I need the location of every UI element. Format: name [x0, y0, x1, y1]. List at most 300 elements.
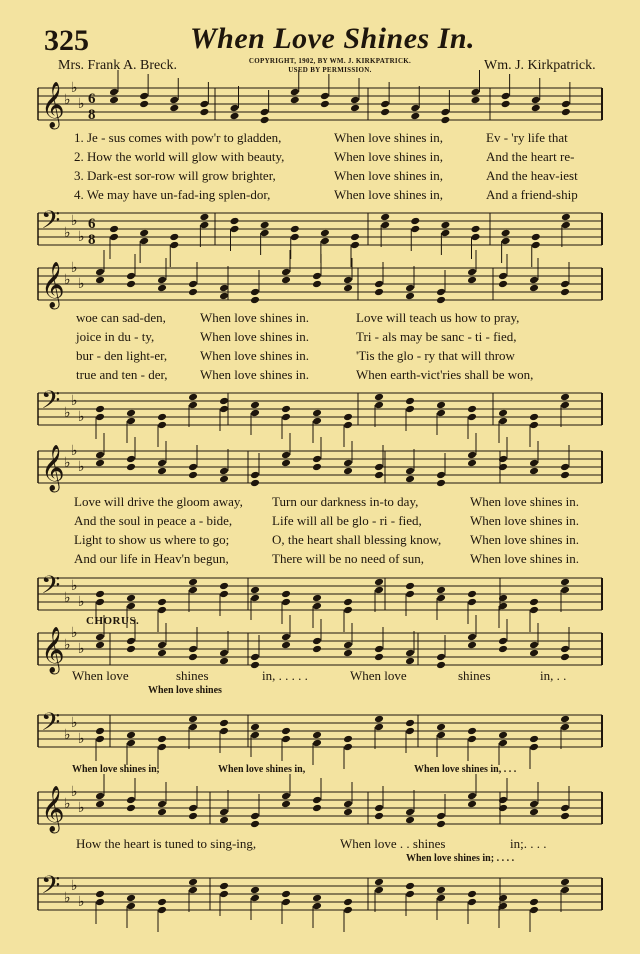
note-head [467, 727, 477, 736]
lyric-line: 2. How the world will glow with beauty, When love shines in, And the heart re- [74, 149, 575, 164]
note-head [498, 637, 508, 646]
flat-icon: ♭ [78, 641, 85, 657]
treble-clef-icon: 𝄞 [41, 786, 65, 832]
bass-clef-icon: 𝄢 [41, 206, 61, 241]
lyricist-credit: Mrs. Frank A. Breck. [58, 58, 177, 73]
note-head [157, 598, 167, 607]
flat-icon: ♭ [78, 800, 85, 816]
bass-clef-icon: 𝄢 [41, 571, 61, 606]
copyright-notice [220, 57, 440, 75]
note-head [95, 451, 105, 460]
note-head [312, 637, 322, 646]
note-head [560, 393, 570, 402]
note-head [157, 898, 167, 907]
note-head [501, 237, 511, 246]
note-head [126, 804, 136, 813]
note-head [312, 902, 322, 911]
note-head [320, 237, 330, 246]
note-head [188, 812, 198, 821]
note-head [467, 413, 477, 422]
flat-icon: ♭ [78, 96, 85, 112]
note-head [436, 479, 446, 488]
note-head [380, 108, 390, 117]
note-head [467, 590, 477, 599]
note-head [312, 731, 322, 740]
time-signature-bottom: 8 [88, 107, 96, 123]
flat-icon: ♭ [64, 92, 71, 108]
bass-staff-4 [0, 705, 640, 765]
note-head [405, 467, 415, 476]
flat-icon: ♭ [64, 890, 71, 906]
note-head [157, 467, 167, 476]
note-head [109, 96, 119, 105]
note-head [169, 233, 179, 242]
note-head [95, 735, 105, 744]
note-head [199, 221, 209, 230]
note-head [436, 894, 446, 903]
note-head [219, 727, 229, 736]
note-head [560, 645, 570, 654]
note-head [560, 471, 570, 480]
note-head [157, 459, 167, 468]
note-head [436, 296, 446, 305]
note-head [312, 804, 322, 813]
note-head [250, 479, 260, 488]
note-head [281, 459, 291, 468]
flat-icon: ♭ [78, 594, 85, 610]
note-head [560, 288, 570, 297]
note-head [157, 743, 167, 752]
note-head [436, 288, 446, 297]
flat-icon: ♭ [64, 796, 71, 812]
note-head [405, 405, 415, 414]
flat-icon: ♭ [71, 260, 78, 276]
flat-icon: ♭ [78, 731, 85, 747]
note-head [436, 586, 446, 595]
note-head [343, 421, 353, 430]
note-head [312, 645, 322, 654]
note-head [531, 104, 541, 113]
note-head [561, 108, 571, 117]
flat-icon: ♭ [64, 637, 71, 653]
note-head [467, 641, 477, 650]
note-head [531, 96, 541, 105]
note-head [498, 417, 508, 426]
note-head [312, 602, 322, 611]
note-head [529, 421, 539, 430]
note-head [501, 100, 511, 109]
bass-staff-1 [0, 205, 640, 265]
note-head [126, 417, 136, 426]
time-signature-bottom: 8 [88, 232, 96, 248]
note-head [405, 582, 415, 591]
note-head [529, 898, 539, 907]
note-head [343, 735, 353, 744]
note-head [219, 890, 229, 899]
note-head [320, 92, 330, 101]
note-head [126, 280, 136, 289]
note-head [560, 280, 570, 289]
lyric-line: 3. Dark-est sor-row will grow brighter, When love shines in, And the heav-iest [74, 168, 578, 183]
time-signature-top: 6 [88, 216, 96, 232]
note-head [281, 405, 291, 414]
note-head [126, 594, 136, 603]
note-head [312, 272, 322, 281]
note-head [281, 413, 291, 422]
note-head [343, 606, 353, 615]
note-head [467, 735, 477, 744]
note-head [281, 898, 291, 907]
note-head [109, 225, 119, 234]
note-head [374, 578, 384, 587]
note-head [139, 229, 149, 238]
note-head [219, 397, 229, 406]
lyric-line: joice in du - ty, When love shines in. Tri - als may be sanc - ti - fied, [76, 329, 517, 344]
note-head [529, 284, 539, 293]
flat-icon: ♭ [71, 578, 78, 594]
permission-line: USED BY PERMISSION. [288, 66, 372, 74]
note-head [250, 894, 260, 903]
note-head [498, 645, 508, 654]
note-head [95, 641, 105, 650]
note-head [405, 284, 415, 293]
note-head [188, 586, 198, 595]
note-head [260, 108, 270, 117]
treble-clef-icon: 𝄞 [41, 445, 65, 491]
note-head [230, 217, 240, 226]
note-head [290, 225, 300, 234]
note-head [436, 820, 446, 829]
note-head [380, 221, 390, 230]
note-head [169, 104, 179, 113]
note-head [531, 241, 541, 250]
bass-staff-5 [0, 868, 640, 938]
flat-icon: ♭ [71, 80, 78, 96]
flat-icon: ♭ [64, 405, 71, 421]
note-head [260, 116, 270, 125]
note-head [95, 800, 105, 809]
note-head [529, 906, 539, 915]
bass-clef-icon: 𝄢 [41, 386, 61, 421]
note-head [281, 590, 291, 599]
note-head [529, 606, 539, 615]
note-head [219, 808, 229, 817]
note-head [157, 808, 167, 817]
note-head [405, 727, 415, 736]
note-head [169, 96, 179, 105]
note-head [95, 727, 105, 736]
note-head [374, 886, 384, 895]
flat-icon: ♭ [78, 459, 85, 475]
note-head [95, 633, 105, 642]
note-head [95, 268, 105, 277]
flat-icon: ♭ [64, 272, 71, 288]
note-head [498, 731, 508, 740]
time-signature-top: 6 [88, 91, 96, 107]
note-head [250, 594, 260, 603]
note-head [350, 96, 360, 105]
note-head [529, 800, 539, 809]
note-head [560, 715, 570, 724]
note-head [126, 796, 136, 805]
note-head [312, 455, 322, 464]
note-head [531, 233, 541, 242]
note-head [290, 88, 300, 97]
note-head [471, 225, 481, 234]
note-head [467, 598, 477, 607]
note-head [405, 882, 415, 891]
bass-clef-icon: 𝄢 [41, 871, 61, 906]
note-head [560, 804, 570, 813]
note-head [343, 284, 353, 293]
note-head [188, 653, 198, 662]
note-head [440, 221, 450, 230]
flat-icon: ♭ [71, 213, 78, 229]
note-head [501, 229, 511, 238]
note-head [139, 92, 149, 101]
echo-line: When love shines in, When love shines in, When love shines in, . . . [72, 764, 517, 775]
note-head [219, 882, 229, 891]
note-head [230, 104, 240, 113]
note-head [139, 100, 149, 109]
flat-icon: ♭ [78, 894, 85, 910]
note-head [343, 649, 353, 658]
note-head [157, 800, 167, 809]
note-head [380, 213, 390, 222]
note-head [471, 233, 481, 242]
note-head [157, 421, 167, 430]
flat-icon: ♭ [71, 393, 78, 409]
note-head [374, 653, 384, 662]
note-head [436, 731, 446, 740]
note-head [560, 401, 570, 410]
note-head [410, 104, 420, 113]
note-head [410, 217, 420, 226]
flat-icon: ♭ [64, 455, 71, 471]
note-head [157, 284, 167, 293]
flat-icon: ♭ [78, 276, 85, 292]
note-head [281, 800, 291, 809]
note-head [467, 405, 477, 414]
note-head [560, 878, 570, 887]
treble-staff-5 [0, 782, 640, 842]
note-head [281, 633, 291, 642]
note-head [343, 413, 353, 422]
note-head [436, 409, 446, 418]
note-head [560, 653, 570, 662]
note-head [405, 816, 415, 825]
note-head [250, 401, 260, 410]
note-head [410, 225, 420, 234]
note-head [529, 735, 539, 744]
note-head [157, 906, 167, 915]
note-head [95, 792, 105, 801]
note-head [560, 578, 570, 587]
note-head [320, 100, 330, 109]
note-head [374, 812, 384, 821]
note-head [199, 100, 209, 109]
note-head [126, 409, 136, 418]
note-head [250, 886, 260, 895]
note-head [157, 649, 167, 658]
note-head [126, 602, 136, 611]
note-head [374, 401, 384, 410]
note-head [498, 739, 508, 748]
flat-icon: ♭ [64, 590, 71, 606]
note-head [95, 459, 105, 468]
note-head [188, 288, 198, 297]
note-head [405, 590, 415, 599]
note-head [126, 455, 136, 464]
note-head [467, 800, 477, 809]
note-head [440, 108, 450, 117]
note-head [250, 820, 260, 829]
note-head [320, 229, 330, 238]
note-head [281, 727, 291, 736]
note-head [312, 409, 322, 418]
note-head [498, 272, 508, 281]
note-head [126, 894, 136, 903]
lyric-line: When love shines in, . . . . . When love shines in, . . [72, 668, 567, 683]
flat-icon: ♭ [71, 625, 78, 641]
note-head [281, 451, 291, 460]
lyric-line: woe can sad-den, When love shines in. Love will teach us how to pray, [76, 310, 520, 325]
echo-line: When love shines [148, 685, 222, 696]
note-head [312, 796, 322, 805]
lyric-line: 1. Je - sus comes with pow'r to gladden, When love shines in, Ev - 'ry life that [74, 130, 568, 145]
note-head [95, 405, 105, 414]
treble-clef-icon: 𝄞 [41, 627, 65, 673]
note-head [250, 296, 260, 305]
echo-line: When love shines in; . . . . [406, 853, 515, 864]
flat-icon: ♭ [71, 784, 78, 800]
note-head [529, 649, 539, 658]
note-head [436, 471, 446, 480]
composer-credit: Wm. J. Kirkpatrick. [484, 58, 596, 73]
note-head [312, 463, 322, 472]
note-head [250, 653, 260, 662]
note-head [219, 475, 229, 484]
note-head [374, 280, 384, 289]
note-head [126, 272, 136, 281]
note-head [250, 731, 260, 740]
note-head [126, 731, 136, 740]
lyric-line: Light to show us where to go; O, the heart shall blessing know, When love shines in. [74, 532, 580, 547]
note-head [343, 800, 353, 809]
note-head [126, 463, 136, 472]
note-head [95, 590, 105, 599]
note-head [374, 586, 384, 595]
note-head [350, 233, 360, 242]
note-head [343, 906, 353, 915]
lyric-line: Love will drive the gloom away, Turn our darkness in-to day, When love shines in. [74, 494, 580, 509]
lyric-line: bur - den light-er, When love shines in. 'Tis the glo - ry that will throw [76, 348, 515, 363]
lyric-line: 4. We may have un-fad-ing splen-dor, When love shines in, And a friend-ship [74, 187, 578, 202]
note-head [560, 723, 570, 732]
bass-staff-2 [0, 385, 640, 445]
note-head [250, 288, 260, 297]
note-head [343, 808, 353, 817]
note-head [350, 241, 360, 250]
note-head [529, 467, 539, 476]
note-head [312, 739, 322, 748]
note-head [188, 645, 198, 654]
note-head [529, 413, 539, 422]
note-head [436, 401, 446, 410]
note-head [436, 886, 446, 895]
note-head [95, 598, 105, 607]
note-head [126, 645, 136, 654]
note-head [529, 641, 539, 650]
note-head [157, 413, 167, 422]
note-head [498, 280, 508, 289]
note-head [467, 268, 477, 277]
note-head [436, 723, 446, 732]
note-head [380, 100, 390, 109]
note-head [436, 812, 446, 821]
lyric-line: How the heart is tuned to sing-ing, When love . . shines in;. . . . [76, 836, 547, 851]
note-head [561, 100, 571, 109]
note-head [219, 719, 229, 728]
note-head [219, 590, 229, 599]
note-head [95, 890, 105, 899]
note-head [157, 735, 167, 744]
note-head [467, 792, 477, 801]
note-head [405, 890, 415, 899]
note-head [343, 898, 353, 907]
note-head [281, 276, 291, 285]
note-head [440, 229, 450, 238]
lyric-line: And our life in Heav'n begun, There will be no need of sun, When love shines in. [74, 551, 580, 566]
note-head [374, 393, 384, 402]
note-head [157, 641, 167, 650]
note-head [281, 792, 291, 801]
note-head [410, 112, 420, 121]
lyric-line: And the soul in peace a - bide, Life will all be glo - ri - fied, When love shines in. [74, 513, 580, 528]
note-head [374, 804, 384, 813]
note-head [374, 471, 384, 480]
note-head [139, 237, 149, 246]
note-head [219, 405, 229, 414]
note-head [188, 401, 198, 410]
note-head [281, 598, 291, 607]
note-head [561, 213, 571, 222]
copyright-line: COPYRIGHT, 1902, BY WM. J. KIRKPATRICK. [248, 57, 412, 65]
note-head [560, 586, 570, 595]
note-head [219, 284, 229, 293]
note-head [343, 598, 353, 607]
flat-icon: ♭ [78, 229, 85, 245]
note-head [281, 641, 291, 650]
note-head [250, 586, 260, 595]
note-head [250, 471, 260, 480]
note-head [467, 459, 477, 468]
note-head [405, 649, 415, 658]
note-head [188, 715, 198, 724]
note-head [169, 241, 179, 250]
note-head [343, 276, 353, 285]
note-head [467, 890, 477, 899]
treble-clef-icon: 𝄞 [41, 262, 65, 308]
note-head [560, 463, 570, 472]
note-head [529, 743, 539, 752]
note-head [374, 715, 384, 724]
treble-clef-icon: 𝄞 [41, 82, 65, 128]
note-head [374, 288, 384, 297]
note-head [405, 808, 415, 817]
note-head [95, 898, 105, 907]
note-head [405, 657, 415, 666]
